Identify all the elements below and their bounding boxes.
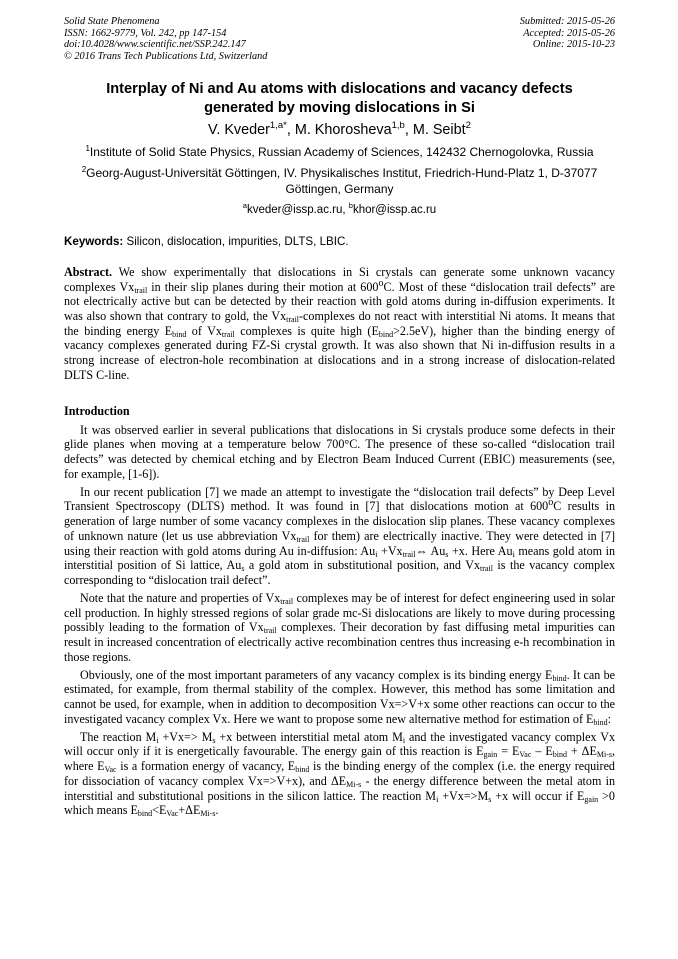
text: in their slip planes during their motion at 600 [147,279,379,294]
subscript: i [375,549,378,559]
journal-doi: doi:10.4028/www.scientific.net/SSP.242.147 [64,39,246,51]
text: Note that the nature and properties of Vx [80,590,281,605]
email-marker: a [242,201,247,211]
text: +x. Here Au [448,543,513,558]
text: +Vx=> M [158,729,213,744]
email-link[interactable]: kveder@issp.ac.ru [246,203,343,216]
text: is the vacancy complex corresponding to “dislocation trail defect”. [64,558,615,587]
text: . It can be estimated, for example, from thermal stability of the complex. However, this method has some limitation and cannot be used, for example, when in addition to decomposition Vx=>V+x some other reactions can occur to the investigated vacancy complex Vx. Here we want to propose some new alternative method for estimation of E [64,667,615,726]
accepted-date: Accepted: 2015-05-26 [523,27,615,39]
subscript: Mi-s [346,779,362,789]
subscript: bind [593,717,608,727]
subscript: i [156,735,159,745]
title-line-2: generated by moving dislocations in Si [204,100,475,117]
text: +Vx [377,543,403,558]
title-line-1: Interplay of Ni and Au atoms with dislocations and vacancy defects [106,81,573,98]
text: – E [531,744,553,759]
subscript: i [402,735,406,745]
text: of Vx [186,323,222,338]
subscript: trail [402,549,416,559]
text: for them) are electrically inactive. They were detected in [7] using their reaction with gold atoms during Au in-diffusion: Au [64,528,615,558]
submitted-date: Submitted: 2015-05-26 [519,16,615,27]
subscript: Vac [104,765,117,774]
subscript: s [241,564,245,574]
subscript: trail [280,596,294,606]
submission-dates [520,16,615,62]
text: C results in generation of large number of some vacancy complexes in the dislocation slip planes. These vacancy complexes of unknown nature (let us use abbreviation Vx [64,499,615,543]
section-heading-introduction: Introduction [64,403,130,418]
text: . [215,803,219,818]
superscript: o [378,277,384,289]
text: <E [152,803,167,818]
affiliation-text: Georg-August-Universität Göttingen, IV. Physikalisches Institut, Friedrich-Hund-Platz 1, D-37077 Göttingen, Germany [86,165,598,197]
abstract [64,265,615,383]
email-link[interactable]: khor@issp.ac.ru [352,203,437,216]
text: complexes may be of interest for defect engineering used in solar cell production. In highly stressed regions of solar grade mc-Si dislocations are likely to move during processing possibly leading to the formation of Vx [64,590,615,635]
intro-paragraph-4 [64,668,615,727]
text: +Vx=>M [438,788,489,803]
text: ⇔ Au [415,543,446,558]
keywords-text: Silicon, dislocation, impurities, DLTS, LBIC. [123,234,349,248]
email-marker: b [348,201,353,211]
affiliation-2 [64,165,615,198]
paper-title [64,80,615,118]
text: - the energy difference between the metal atom in interstitial and substitutional positions in the silicon lattice. The reaction M [64,773,615,803]
intro-paragraph-2 [64,485,615,588]
text: : [607,711,611,726]
subscript: i [512,549,515,559]
text: , where E [64,744,615,773]
subscript: trail [296,534,310,544]
online-date: Online: 2015-10-23 [532,39,615,51]
author-sup: 1,a* [269,120,287,132]
subscript: bind [295,765,310,774]
text: +x will occur if E [491,788,585,803]
text: >2.5eV), higher than the binding energy of vacancy complexes generated during FZ-Si crystal growth. It was also shown that Ni in-diffusion results in a strong increase of electron-hole recombination at dislocations and in a strong increase of dislocation-related DLTS C-line. [64,323,616,382]
subscript: trail [286,314,300,324]
author-separator: , [404,122,413,139]
intro-paragraph-5 [64,730,615,819]
subscript: s [212,735,216,745]
subscript: s [445,549,449,559]
text: is the binding energy of the complex (i.e. the energy required for dissociation of vacancy complex Vx=>V+x), and ΔE [64,759,615,788]
intro-paragraph-1: It was observed earlier in several publications that dislocations in Si crystals produce some defects in their glide planes when moving at a temperature below 700°C. The presence of these so-called “dislocation trail defects” was detected by chemical etching and by Electron Beam Induced Current (EBIC) measurements (see, for example, [1-6]). [64,422,615,481]
journal-info [64,16,267,62]
subscript: bind [552,673,567,683]
subscript: trail [480,564,493,574]
journal-header [64,16,615,62]
text: + ΔE [566,744,597,759]
subscript: trail [221,329,235,339]
author-separator: , [286,122,295,139]
subscript: bind [172,329,187,339]
author-list [64,120,615,140]
keywords-label: Keywords: [64,234,124,248]
text: C. Most of these “dislocation trail defects” are not electrically active but can be detected by their reaction with gold atoms during in-diffusion experiments. It was also shown that contrary to gold, the Vx [64,279,615,323]
subscript: Mi-s [200,809,216,819]
subscript: bind [552,750,567,760]
intro-paragraph-3 [64,591,615,665]
subscript: Vac [166,809,179,819]
text: In our recent publication [7] we made an attempt to investigate the “dislocation trail defects” by Deep Level Transient Spectroscopy (DLTS) method. It was found in [7] that dislocations motion at 600 [64,484,615,514]
text: means gold atom in interstitial position of Si lattice, Au [64,543,615,573]
subscript: Mi-s [596,750,612,760]
subscript: Vac [519,750,532,760]
text: >0 which means E [64,788,615,818]
subscript: gain [584,794,599,804]
author-sup: 1,b [391,120,405,132]
text: Obviously, one of the most important parameters of any vacancy complex is its binding energy E [80,667,553,682]
keywords [64,234,615,249]
text: complexes is quite high (E [234,323,379,338]
affiliation-text: Institute of Solid State Physics, Russian Academy of Sciences, 142432 Chernogolovka, Russia [89,145,594,160]
author-kveder: V. Kveder [208,122,270,139]
text: +x between interstitial metal atom M [215,729,403,744]
text: and the investigated vacancy complex Vx will occur only if it is energetically favourable. The energy gain of this reaction is E [64,729,616,759]
text: = E [497,744,520,759]
subscript: bind [378,329,394,339]
text: +ΔE [178,803,201,818]
author-sup: 2 [465,120,471,132]
affiliation-marker: 1 [85,144,90,154]
abstract-label: Abstract. [64,264,113,279]
journal-name: Solid State Phenomena [64,16,160,27]
journal-issn: ISSN: 1662-9779, Vol. 242, pp 147-154 [64,27,227,39]
author-seibt: M. Seibt [412,122,466,139]
subscript: bind [137,809,153,819]
text: We show experimentally that dislocations in Si crystals can generate some unknown vacancy complexes Vx [64,264,615,294]
text: The reaction M [80,729,157,744]
superscript: o [548,497,554,509]
author-emails [64,203,615,218]
text: complexes. Their decoration by fast diffusing metal impurities can result in increased concentration of electrically active recombination centres thus increasing e-h recombination in those regions. [64,620,615,664]
subscript: s [488,794,492,804]
text: -complexes do not react with interstitial Ni atoms. It means that the binding energy E [64,308,615,338]
text: is a formation energy of vacancy, E [116,759,296,773]
journal-copyright: © 2016 Trans Tech Publications Ltd, Switzerland [64,50,268,62]
subscript: trail [263,626,277,636]
affiliation-marker: 2 [81,164,87,174]
email-separator: , [342,203,349,216]
affiliation-1 [64,144,615,161]
author-khorosheva: M. Khorosheva [294,122,392,139]
text: a gold atom in substitutional position, and Vx [244,558,481,573]
subscript: i [436,794,439,804]
subscript: trail [134,285,148,295]
subscript: gain [483,750,498,760]
